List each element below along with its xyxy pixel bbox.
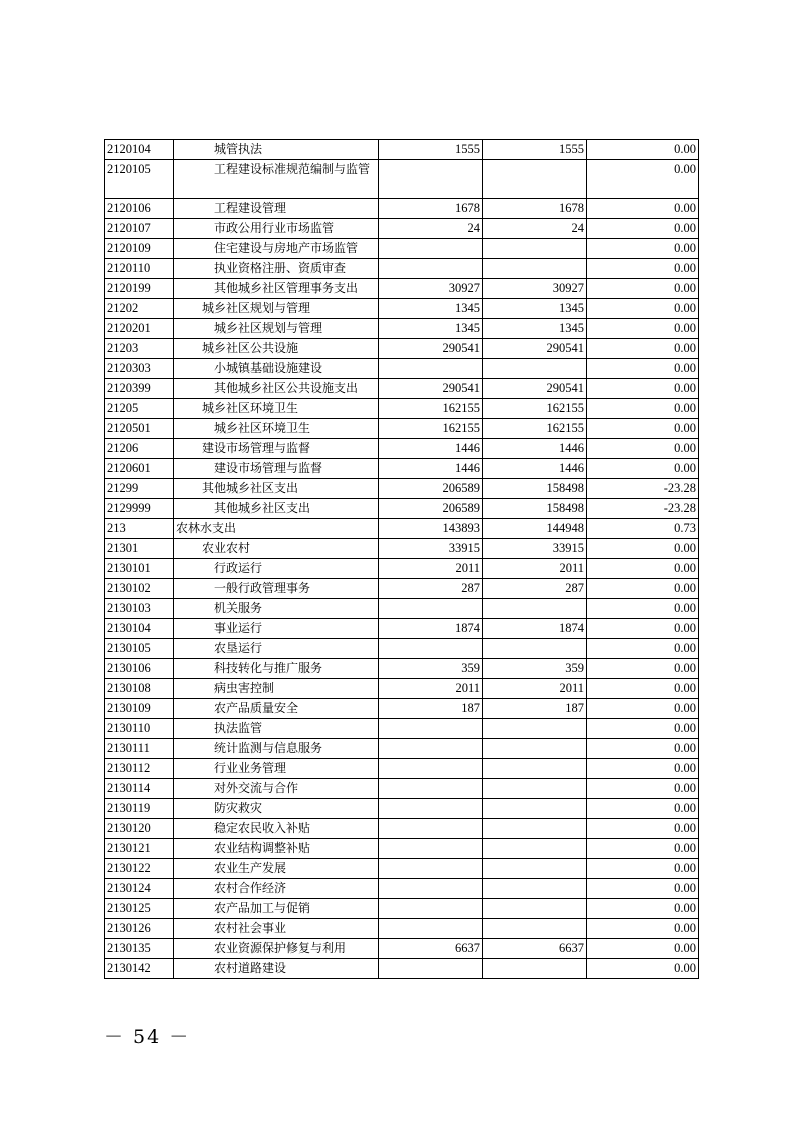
budget-value-cell (379, 259, 483, 279)
change-percent-cell: 0.00 (587, 679, 699, 699)
budget-value-cell: 290541 (379, 339, 483, 359)
actual-value-cell: 2011 (483, 559, 587, 579)
item-name-cell: 工程建设管理 (174, 199, 379, 219)
item-name-cell: 城乡社区环境卫生 (174, 419, 379, 439)
code-cell: 2120201 (105, 319, 174, 339)
item-name-cell: 农村道路建设 (174, 959, 379, 979)
actual-value-cell (483, 919, 587, 939)
item-name-cell: 工程建设标准规范编制与监管 (174, 160, 379, 199)
actual-value-cell: 290541 (483, 339, 587, 359)
item-name-cell: 病虫害控制 (174, 679, 379, 699)
item-name-cell: 其他城乡社区支出 (174, 499, 379, 519)
item-name-cell: 住宅建设与房地产市场监管 (174, 239, 379, 259)
budget-value-cell (379, 599, 483, 619)
change-percent-cell: 0.00 (587, 379, 699, 399)
budget-value-cell (379, 819, 483, 839)
change-percent-cell: 0.00 (587, 359, 699, 379)
table-row (105, 739, 699, 759)
code-cell: 2130142 (105, 959, 174, 979)
actual-value-cell: 158498 (483, 479, 587, 499)
code-cell: 2130124 (105, 879, 174, 899)
code-cell: 2130135 (105, 939, 174, 959)
table-row (105, 679, 699, 699)
change-percent-cell: 0.00 (587, 739, 699, 759)
change-percent-cell: 0.00 (587, 559, 699, 579)
table-row (105, 359, 699, 379)
code-cell: 2130108 (105, 679, 174, 699)
table-row (105, 879, 699, 899)
code-cell: 21299 (105, 479, 174, 499)
item-name-cell: 其他城乡社区管理事务支出 (174, 279, 379, 299)
table-row (105, 719, 699, 739)
table-row (105, 160, 699, 199)
actual-value-cell: 158498 (483, 499, 587, 519)
item-name-cell: 建设市场管理与监督 (174, 439, 379, 459)
actual-value-cell: 1446 (483, 439, 587, 459)
actual-value-cell (483, 359, 587, 379)
actual-value-cell: 187 (483, 699, 587, 719)
table-row (105, 219, 699, 239)
code-cell: 2130103 (105, 599, 174, 619)
actual-value-cell: 1678 (483, 199, 587, 219)
item-name-cell: 城乡社区规划与管理 (174, 299, 379, 319)
actual-value-cell (483, 959, 587, 979)
actual-value-cell: 162155 (483, 399, 587, 419)
change-percent-cell: 0.00 (587, 259, 699, 279)
budget-value-cell (379, 719, 483, 739)
code-cell: 2130104 (105, 619, 174, 639)
item-name-cell: 农村合作经济 (174, 879, 379, 899)
budget-value-cell: 1446 (379, 459, 483, 479)
actual-value-cell: 24 (483, 219, 587, 239)
budget-table-body (105, 140, 699, 979)
item-name-cell: 农林水支出 (174, 519, 379, 539)
budget-value-cell: 24 (379, 219, 483, 239)
actual-value-cell: 1446 (483, 459, 587, 479)
budget-value-cell: 2011 (379, 559, 483, 579)
table-row (105, 239, 699, 259)
change-percent-cell: 0.00 (587, 339, 699, 359)
code-cell: 2120199 (105, 279, 174, 299)
item-name-cell: 统计监测与信息服务 (174, 739, 379, 759)
table-row (105, 779, 699, 799)
budget-value-cell: 1874 (379, 619, 483, 639)
change-percent-cell: 0.00 (587, 279, 699, 299)
change-percent-cell: 0.00 (587, 539, 699, 559)
code-cell: 21203 (105, 339, 174, 359)
code-cell: 2130122 (105, 859, 174, 879)
table-row (105, 639, 699, 659)
table-row (105, 659, 699, 679)
item-name-cell: 稳定农民收入补贴 (174, 819, 379, 839)
table-row (105, 479, 699, 499)
table-row (105, 499, 699, 519)
actual-value-cell: 1345 (483, 319, 587, 339)
change-percent-cell: 0.00 (587, 419, 699, 439)
budget-value-cell (379, 879, 483, 899)
budget-value-cell: 359 (379, 659, 483, 679)
budget-value-cell: 187 (379, 699, 483, 719)
code-cell: 21205 (105, 399, 174, 419)
item-name-cell: 城乡社区环境卫生 (174, 399, 379, 419)
item-name-cell: 城乡社区规划与管理 (174, 319, 379, 339)
table-row (105, 599, 699, 619)
change-percent-cell: 0.00 (587, 939, 699, 959)
change-percent-cell: 0.00 (587, 839, 699, 859)
code-cell: 21301 (105, 539, 174, 559)
item-name-cell: 城乡社区公共设施 (174, 339, 379, 359)
table-row (105, 339, 699, 359)
code-cell: 2130114 (105, 779, 174, 799)
budget-value-cell: 162155 (379, 399, 483, 419)
budget-value-cell: 33915 (379, 539, 483, 559)
item-name-cell: 农产品加工与促销 (174, 899, 379, 919)
item-name-cell: 机关服务 (174, 599, 379, 619)
table-row (105, 919, 699, 939)
budget-value-cell: 30927 (379, 279, 483, 299)
actual-value-cell: 144948 (483, 519, 587, 539)
item-name-cell: 农业农村 (174, 539, 379, 559)
actual-value-cell (483, 599, 587, 619)
table-row (105, 439, 699, 459)
actual-value-cell: 1345 (483, 299, 587, 319)
budget-value-cell: 1446 (379, 439, 483, 459)
item-name-cell: 执业资格注册、资质审查 (174, 259, 379, 279)
change-percent-cell: 0.00 (587, 619, 699, 639)
item-name-cell: 防灾救灾 (174, 799, 379, 819)
code-cell: 2130111 (105, 739, 174, 759)
budget-value-cell (379, 899, 483, 919)
table-row (105, 759, 699, 779)
code-cell: 2120501 (105, 419, 174, 439)
actual-value-cell (483, 859, 587, 879)
actual-value-cell (483, 879, 587, 899)
item-name-cell: 其他城乡社区公共设施支出 (174, 379, 379, 399)
code-cell: 2130119 (105, 799, 174, 819)
table-row (105, 899, 699, 919)
code-cell: 2130120 (105, 819, 174, 839)
item-name-cell: 农业生产发展 (174, 859, 379, 879)
budget-value-cell: 206589 (379, 499, 483, 519)
actual-value-cell (483, 899, 587, 919)
code-cell: 2130125 (105, 899, 174, 919)
item-name-cell: 农业结构调整补贴 (174, 839, 379, 859)
change-percent-cell: 0.00 (587, 439, 699, 459)
actual-value-cell: 287 (483, 579, 587, 599)
table-row (105, 699, 699, 719)
item-name-cell: 建设市场管理与监督 (174, 459, 379, 479)
actual-value-cell (483, 719, 587, 739)
table-row (105, 140, 699, 160)
actual-value-cell: 6637 (483, 939, 587, 959)
table-row (105, 959, 699, 979)
code-cell: 2130105 (105, 639, 174, 659)
change-percent-cell: 0.00 (587, 879, 699, 899)
code-cell: 2120109 (105, 239, 174, 259)
table-row (105, 579, 699, 599)
code-cell: 2129999 (105, 499, 174, 519)
table-row (105, 559, 699, 579)
change-percent-cell: 0.73 (587, 519, 699, 539)
actual-value-cell: 290541 (483, 379, 587, 399)
budget-value-cell (379, 799, 483, 819)
table-row (105, 519, 699, 539)
budget-value-cell: 162155 (379, 419, 483, 439)
change-percent-cell: 0.00 (587, 659, 699, 679)
table-row (105, 399, 699, 419)
change-percent-cell: 0.00 (587, 779, 699, 799)
page-number: － 54 － (104, 1026, 191, 1048)
change-percent-cell: 0.00 (587, 699, 699, 719)
code-cell: 2130102 (105, 579, 174, 599)
item-name-cell: 行政运行 (174, 559, 379, 579)
budget-value-cell (379, 759, 483, 779)
actual-value-cell (483, 259, 587, 279)
table-row (105, 459, 699, 479)
actual-value-cell (483, 239, 587, 259)
table-row (105, 859, 699, 879)
actual-value-cell: 359 (483, 659, 587, 679)
change-percent-cell: 0.00 (587, 919, 699, 939)
item-name-cell: 一般行政管理事务 (174, 579, 379, 599)
change-percent-cell: 0.00 (587, 239, 699, 259)
budget-table (104, 139, 699, 979)
actual-value-cell (483, 819, 587, 839)
budget-value-cell: 1345 (379, 319, 483, 339)
change-percent-cell: 0.00 (587, 719, 699, 739)
budget-value-cell: 1345 (379, 299, 483, 319)
code-cell: 2130106 (105, 659, 174, 679)
item-name-cell: 其他城乡社区支出 (174, 479, 379, 499)
budget-value-cell (379, 160, 483, 199)
item-name-cell: 农垦运行 (174, 639, 379, 659)
actual-value-cell (483, 839, 587, 859)
budget-value-cell: 290541 (379, 379, 483, 399)
change-percent-cell: 0.00 (587, 819, 699, 839)
budget-value-cell (379, 779, 483, 799)
change-percent-cell: 0.00 (587, 759, 699, 779)
budget-value-cell: 1555 (379, 140, 483, 160)
actual-value-cell (483, 739, 587, 759)
change-percent-cell: 0.00 (587, 959, 699, 979)
table-row (105, 299, 699, 319)
item-name-cell: 市政公用行业市场监管 (174, 219, 379, 239)
code-cell: 2120107 (105, 219, 174, 239)
actual-value-cell (483, 779, 587, 799)
code-cell: 2130101 (105, 559, 174, 579)
change-percent-cell: 0.00 (587, 219, 699, 239)
change-percent-cell: 0.00 (587, 459, 699, 479)
budget-value-cell (379, 839, 483, 859)
code-cell: 2130110 (105, 719, 174, 739)
code-cell: 21206 (105, 439, 174, 459)
budget-value-cell (379, 639, 483, 659)
actual-value-cell: 2011 (483, 679, 587, 699)
table-row (105, 379, 699, 399)
budget-value-cell (379, 739, 483, 759)
item-name-cell: 对外交流与合作 (174, 779, 379, 799)
change-percent-cell: 0.00 (587, 899, 699, 919)
code-cell: 2120601 (105, 459, 174, 479)
budget-value-cell: 6637 (379, 939, 483, 959)
table-row (105, 939, 699, 959)
budget-value-cell: 287 (379, 579, 483, 599)
item-name-cell: 事业运行 (174, 619, 379, 639)
code-cell: 2120105 (105, 160, 174, 199)
actual-value-cell: 162155 (483, 419, 587, 439)
change-percent-cell: 0.00 (587, 599, 699, 619)
table-row (105, 279, 699, 299)
budget-value-cell (379, 359, 483, 379)
actual-value-cell (483, 799, 587, 819)
actual-value-cell: 30927 (483, 279, 587, 299)
code-cell: 2120106 (105, 199, 174, 219)
change-percent-cell: 0.00 (587, 639, 699, 659)
item-name-cell: 农业资源保护修复与利用 (174, 939, 379, 959)
budget-value-cell: 1678 (379, 199, 483, 219)
item-name-cell: 执法监管 (174, 719, 379, 739)
code-cell: 21202 (105, 299, 174, 319)
change-percent-cell: 0.00 (587, 299, 699, 319)
table-row (105, 799, 699, 819)
code-cell: 213 (105, 519, 174, 539)
table-row (105, 259, 699, 279)
change-percent-cell: 0.00 (587, 859, 699, 879)
change-percent-cell: 0.00 (587, 799, 699, 819)
table-row (105, 839, 699, 859)
budget-value-cell: 206589 (379, 479, 483, 499)
budget-value-cell: 2011 (379, 679, 483, 699)
change-percent-cell: 0.00 (587, 319, 699, 339)
actual-value-cell (483, 759, 587, 779)
actual-value-cell (483, 160, 587, 199)
change-percent-cell: -23.28 (587, 479, 699, 499)
actual-value-cell (483, 639, 587, 659)
item-name-cell: 行业业务管理 (174, 759, 379, 779)
actual-value-cell: 1555 (483, 140, 587, 160)
budget-value-cell (379, 919, 483, 939)
item-name-cell: 城管执法 (174, 140, 379, 160)
code-cell: 2120303 (105, 359, 174, 379)
change-percent-cell: 0.00 (587, 199, 699, 219)
budget-value-cell (379, 859, 483, 879)
table-row (105, 819, 699, 839)
budget-value-cell (379, 239, 483, 259)
code-cell: 2130112 (105, 759, 174, 779)
code-cell: 2130121 (105, 839, 174, 859)
table-row (105, 619, 699, 639)
change-percent-cell: 0.00 (587, 140, 699, 160)
change-percent-cell: 0.00 (587, 160, 699, 199)
actual-value-cell: 1874 (483, 619, 587, 639)
table-row (105, 319, 699, 339)
actual-value-cell: 33915 (483, 539, 587, 559)
code-cell: 2130126 (105, 919, 174, 939)
change-percent-cell: 0.00 (587, 579, 699, 599)
code-cell: 2120104 (105, 140, 174, 160)
table-row (105, 539, 699, 559)
code-cell: 2120110 (105, 259, 174, 279)
code-cell: 2130109 (105, 699, 174, 719)
budget-value-cell: 143893 (379, 519, 483, 539)
budget-value-cell (379, 959, 483, 979)
code-cell: 2120399 (105, 379, 174, 399)
item-name-cell: 小城镇基础设施建设 (174, 359, 379, 379)
table-row (105, 199, 699, 219)
item-name-cell: 农村社会事业 (174, 919, 379, 939)
item-name-cell: 农产品质量安全 (174, 699, 379, 719)
change-percent-cell: -23.28 (587, 499, 699, 519)
change-percent-cell: 0.00 (587, 399, 699, 419)
item-name-cell: 科技转化与推广服务 (174, 659, 379, 679)
table-row (105, 419, 699, 439)
